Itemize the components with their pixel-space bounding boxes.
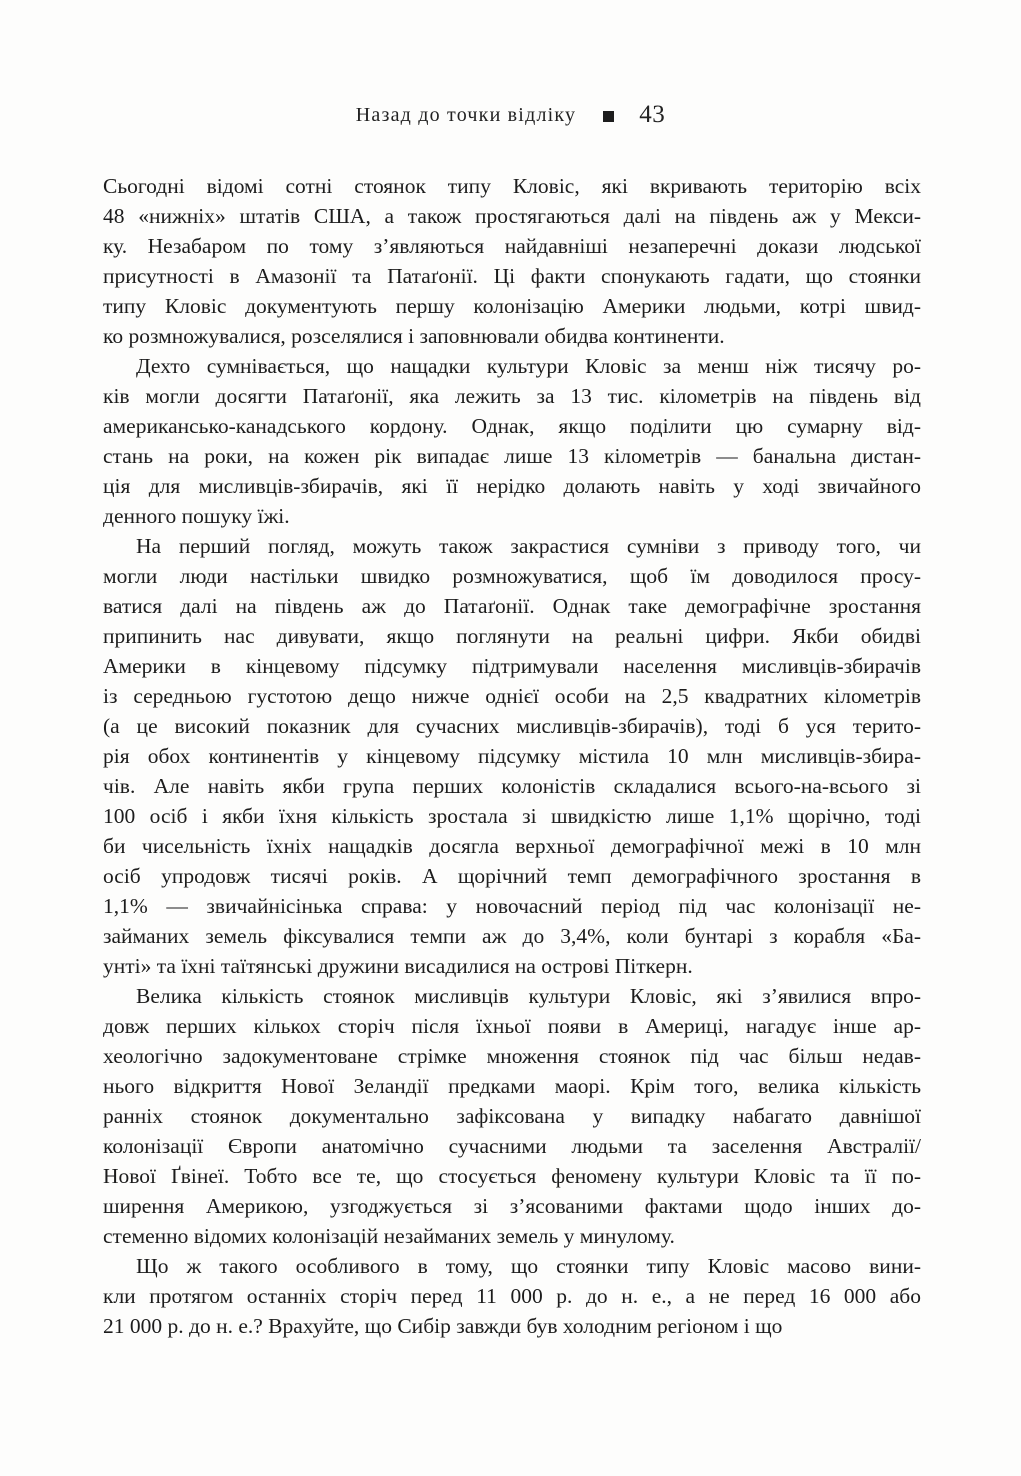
page-number: 43 [639,101,666,128]
text-line: унті» та їхні таїтянські дружини висадилися на острові Піткерн. [103,954,693,978]
text-line: ку. Незабаром по тому з’являються найдавніші незаперечні докази людської [103,234,921,258]
text-line: колонізації Європи анатомічно сучасними людьми та заселення Австралії/ [103,1134,921,1158]
text-line: Нової Ґвінеї. Тобто все те, що стосується феномену культури Кловіс та її по- [103,1164,921,1188]
paragraph [103,981,921,1251]
paragraph [103,1251,921,1341]
text-line: хеологічно задокументоване стрімке множення стоянок під час більш недав- [103,1044,921,1068]
text-line: займаних земель фіксувалися темпи аж до 3,4%, коли бунтарі з корабля «Ба- [103,924,921,948]
text-line: би чисельність їхніх нащадків досягла верхньої демографічної межі в 10 млн [103,834,921,858]
text-line: типу Кловіс документують першу колонізацію Америки людьми, котрі швид- [103,294,921,318]
text-line: 21 000 р. до н. е.? Врахуйте, що Сибір завжди був холодним регіоном і що [103,1314,783,1338]
text-line: американсько-канадського кордону. Однак, якщо поділити цю сумарну від- [103,414,921,438]
text-line: кли протягом останніх сторіч перед 11 000 р. до н. е., а не перед 16 000 або [103,1284,921,1308]
text-line: 48 «нижніх» штатів США, а також простягаються далі на південь аж у Мекси- [103,204,921,228]
text-line: Велика кількість стоянок мисливців культури Кловіс, які з’явилися впро- [136,984,921,1008]
square-bullet-icon [603,111,614,122]
running-title: Назад до точки відліку [355,103,577,126]
page-body [103,171,921,1341]
text-line: Дехто сумнівається, що нащадки культури Кловіс за менш ніж тисячу ро- [136,354,921,378]
text-line: На перший погляд, можуть також закрастися сумніви з приводу того, чи [136,534,921,558]
text-line: стеменно відомих колонізацій незайманих земель у минулому. [103,1224,675,1248]
text-line: ків могли досягти Патаґонії, яка лежить за 13 тис. кілометрів на південь від [103,384,921,408]
running-header [0,101,1021,129]
text-line: ко розмножувалися, розселялися і заповнювали обидва континенти. [103,324,725,348]
text-line: чів. Але навіть якби група перших колоністів складалися всього-на-всього зі [103,774,921,798]
text-line: ширення Америкою, узгоджується зі з’ясованими фактами щодо інших до- [103,1194,921,1218]
text-line: довж перших кількох сторіч після їхньої появи в Америці, нагадує інше ар- [103,1014,921,1038]
text-line: могли люди настільки швидко розмножуватися, щоб їм доводилося просу- [103,564,921,588]
text-line: рія обох континентів у кінцевому підсумку містила 10 млн мисливців-збира- [103,744,921,768]
text-line: 100 осіб і якби їхня кількість зростала зі швидкістю лише 1,1% щорічно, тоді [103,804,921,828]
text-line: стань на роки, на кожен рік випадає лише 13 кілометрів — банальна дистан- [103,444,921,468]
text-line: присутності в Амазонії та Патаґонії. Ці факти спонукають гадати, що стоянки [103,264,921,288]
text-line: 1,1% — звичайнісінька справа: у новочасний період під час колонізації не- [103,894,921,918]
text-line: нього відкриття Нової Зеландії предками маорі. Крім того, велика кількість [103,1074,921,1098]
text-line: ція для мисливців-збирачів, які її нерідко долають навіть у ході звичайного [103,474,921,498]
paragraph [103,351,921,531]
text-line: із середньою густотою дещо нижче однієї особи на 2,5 квадратних кілометрів [103,684,921,708]
text-line: денного пошуку їжі. [103,504,290,528]
text-line: Сьогодні відомі сотні стоянок типу Кловіс, які вкривають територію всіх [103,174,921,198]
text-line: Америки в кінцевому підсумку підтримували населення мисливців-збирачів [103,654,921,678]
text-line: осіб упродовж тисячі років. А щорічний темп демографічного зростання в [103,864,921,888]
text-line: ранніх стоянок документально зафіксована у випадку набагато давнішої [103,1104,921,1128]
paragraph [103,531,921,981]
text-line: Що ж такого особливого в тому, що стоянки типу Кловіс масово вини- [136,1254,921,1278]
text-line: (а це високий показник для сучасних мисливців-збирачів), тоді б уся терито- [103,714,921,738]
text-line: припинить нас дивувати, якщо поглянути на реальні цифри. Якби обидві [103,624,921,648]
text-line: ватися далі на південь аж до Патаґонії. Однак таке демографічне зростання [103,594,921,618]
paragraph [103,171,921,351]
